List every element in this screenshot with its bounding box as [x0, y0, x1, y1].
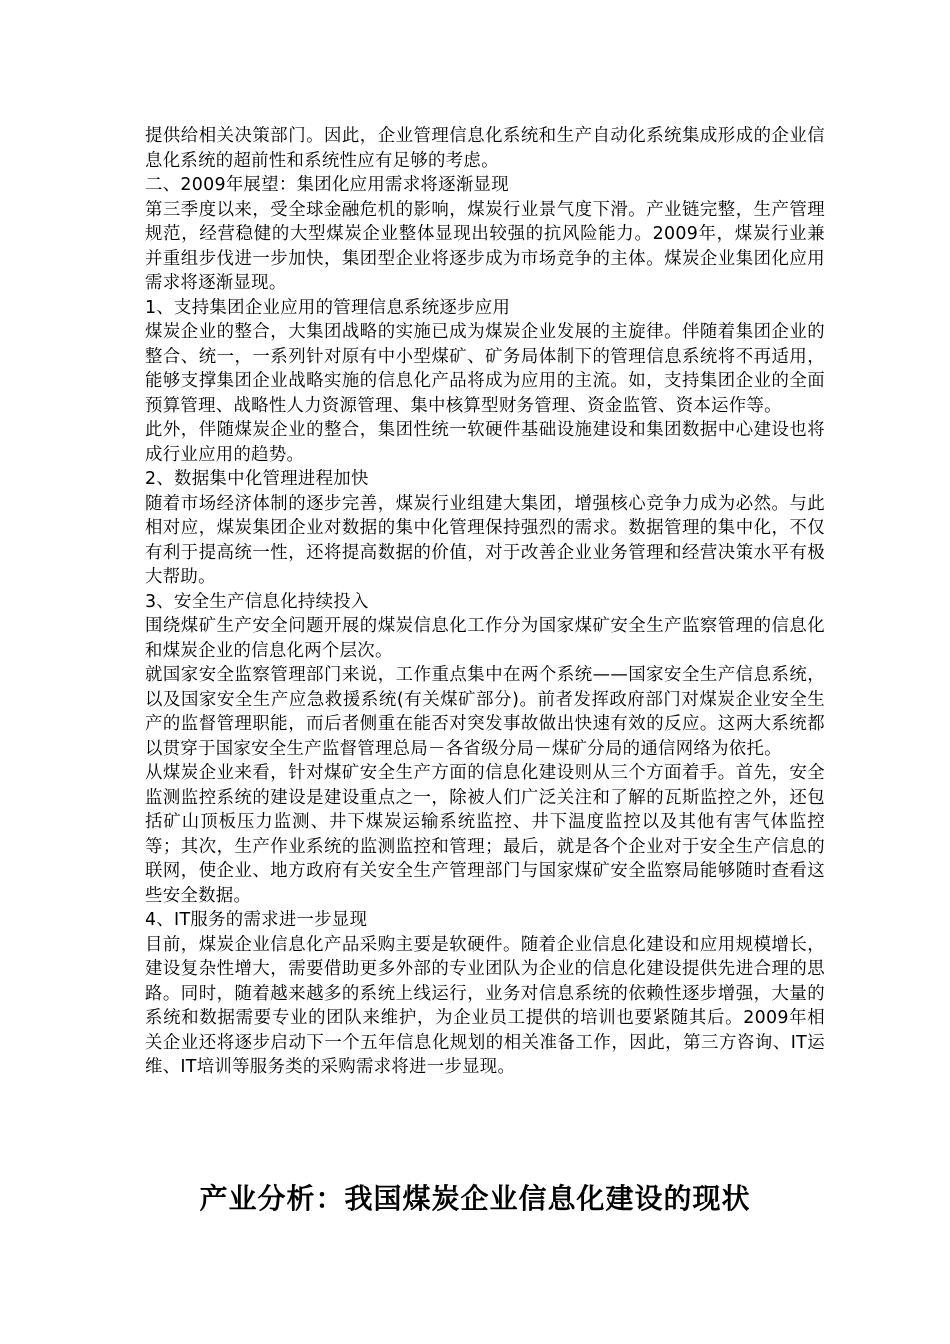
- paragraph: 目前，煤炭企业信息化产品采购主要是软硬件。随着企业信息化建设和应用规模增长，建设复杂性增大，需要借助更多外部的专业团队为企业的信息化建设提供先进合理的思路。同时，随着越来越多的系统上线运行，业务对信息系统的依赖性逐步增强，大量的系统和数据需要专业的团队来维护，为企业员工提供的培训也要紧随其后。2009年相关企业还将逐步启动下一个五年信息化规划的相关准备工作，因此，第三方咨询、IT运维、IT培训等服务类的采购需求将进一步显现。: [145, 934, 825, 1077]
- paragraph: 随着市场经济体制的逐步完善，煤炭行业组建大集团，增强核心竞争力成为必然。与此相对应，煤炭集团企业对数据的集中化管理保持强烈的需求。数据管理的集中化，不仅有利于提高统一性，还将提高数据的价值，对于改善企业业务管理和经营决策水平有极大帮助。: [145, 493, 825, 587]
- paragraph: 煤炭企业的整合，大集团战略的实施已成为煤炭企业发展的主旋律。伴随着集团企业的整合、统一，一系列针对原有中小型煤矿、矿务局体制下的管理信息系统将不再适用，能够支撑集团企业战略实施的信息化产品将成为应用的主流。如，支持集团企业的全面预算管理、战略性人力资源管理、集中核算型财务管理、资金监管、资本运作等。: [145, 322, 825, 416]
- paragraph: 就国家安全监察管理部门来说，工作重点集中在两个系统——国家安全生产信息系统，以及国家安全生产应急救援系统(有关煤矿部分)。前者发挥政府部门对煤炭企业安全生产的监督管理职能，而后者侧重在能否对突发事故做出快速有效的反应。这两大系统都以贯穿于国家安全生产监督管理总局－各省级分局－煤矿分局的通信网络为依托。: [145, 665, 825, 759]
- subsection-heading: 4、IT服务的需求进一步显现: [145, 910, 368, 930]
- article-title: 产业分析：我国煤炭企业信息化建设的现状: [199, 1182, 751, 1215]
- subsection-heading: 1、支持集团企业应用的管理信息系统逐步应用: [145, 297, 511, 318]
- paragraph: 此外，伴随煤炭企业的整合，集团性统一软硬件基础设施建设和集团数据中心建设也将成行业应用的趋势。: [145, 420, 825, 465]
- subsection-heading: 2、数据集中化管理进程加快: [145, 469, 369, 489]
- paragraph: 围绕煤矿生产安全问题开展的煤炭信息化工作分为国家煤矿安全生产监察管理的信息化和煤炭企业的信息化两个层次。: [145, 616, 825, 661]
- paragraph: 从煤炭企业来看，针对煤矿安全生产方面的信息化建设则从三个方面着手。首先，安全监测监控系统的建设是建设重点之一，除被人们广泛关注和了解的瓦斯监控之外，还包括矿山顶板压力监测、井下煤炭运输系统监控、井下温度监控以及其他有害气体监控等；其次，生产作业系统的监测监控和管理；最后，就是各个企业对于安全生产信息的联网，使企业、地方政府有关安全生产管理部门与国家煤矿安全监察局能够随时查看这些安全数据。: [145, 763, 825, 906]
- paragraph: 第三季度以来，受全球金融危机的影响，煤炭行业景气度下滑。产业链完整，生产管理规范，经营稳健的大型煤炭企业整体显现出较强的抗风险能力。2009年，煤炭行业兼并重组步伐进一步加快，集团型企业将逐步成为市场竞争的主体。煤炭企业集团化应用需求将逐渐显现。: [145, 199, 825, 293]
- subsection-heading: 3、安全生产信息化持续投入: [145, 591, 369, 612]
- paragraph: 提供给相关决策部门。因此，企业管理信息化系统和生产自动化系统集成形成的企业信息化系统的超前性和系统性应有足够的考虑。: [145, 126, 825, 171]
- document-body: [145, 124, 825, 1080]
- section-heading: 二、2009年展望：集团化应用需求将逐渐显现: [145, 175, 509, 195]
